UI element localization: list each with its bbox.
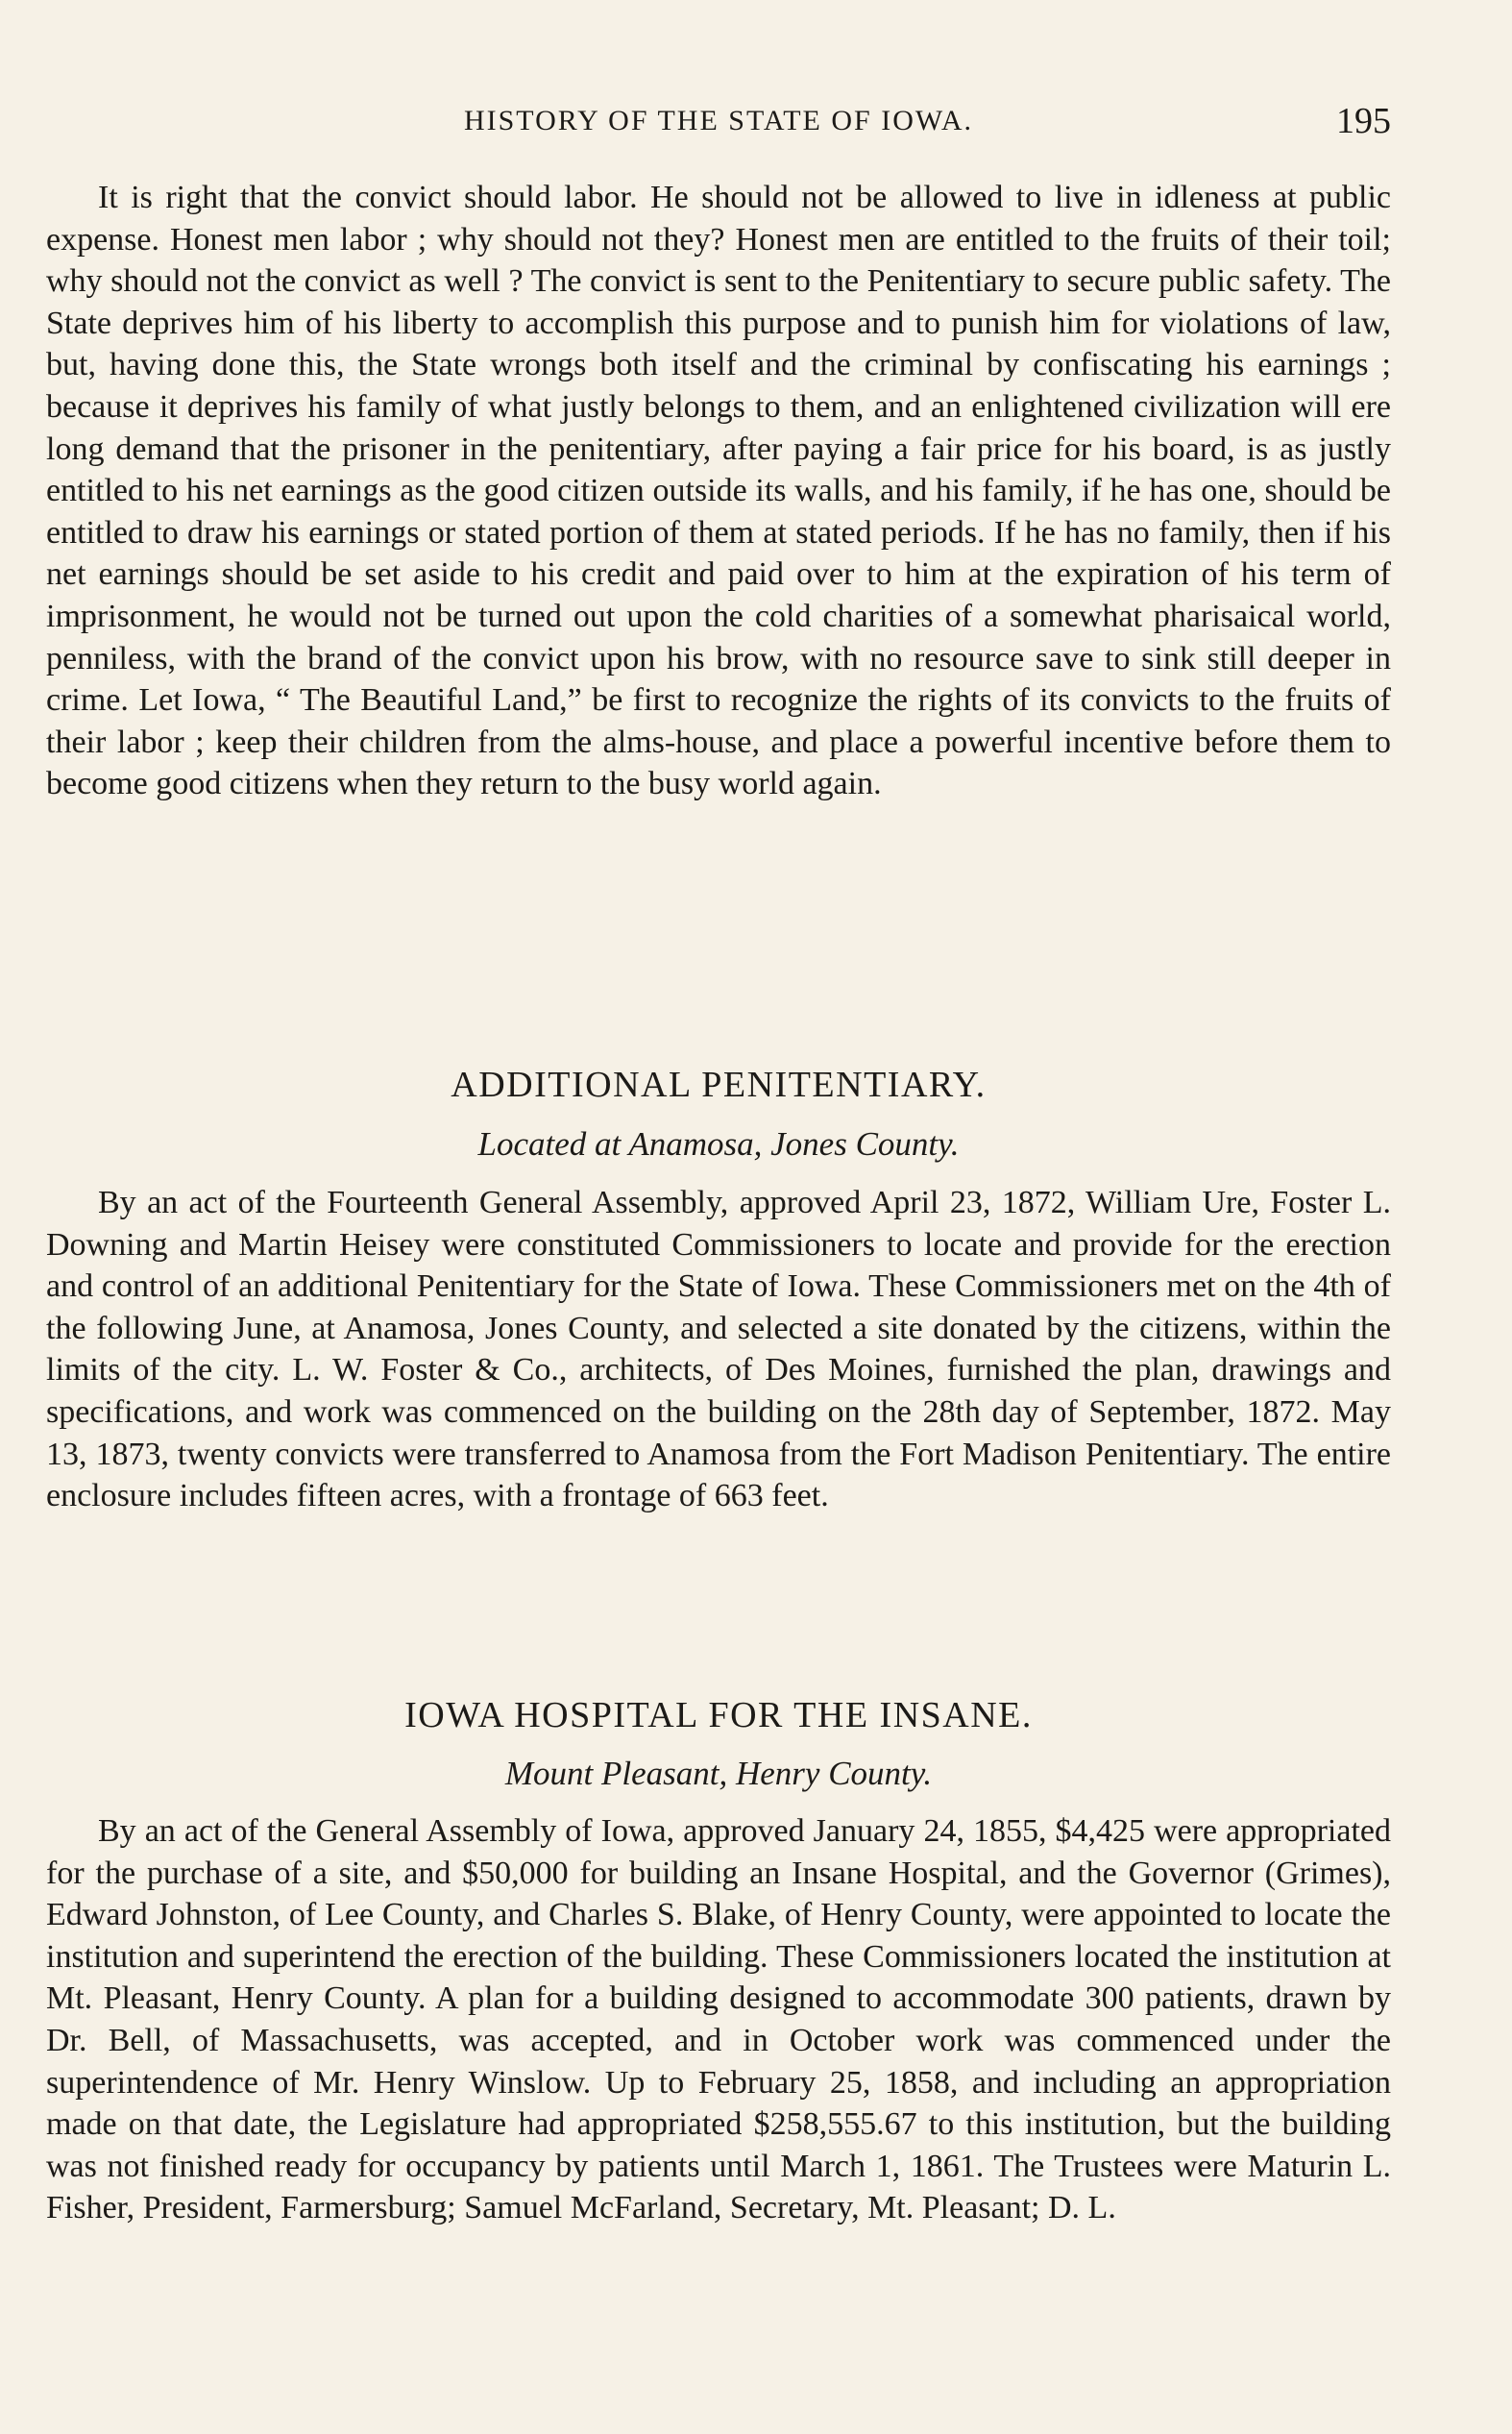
section-subheading-mount-pleasant: Mount Pleasant, Henry County. (504, 1755, 933, 1792)
running-title: HISTORY OF THE STATE OF IOWA. (463, 105, 974, 136)
section-heading-hospital-for-insane: IOWA HOSPITAL FOR THE INSANE. (404, 1695, 1033, 1735)
page-number: 195 (1336, 101, 1391, 141)
section-heading-additional-penitentiary: ADDITIONAL PENITENTIARY. (451, 1065, 987, 1105)
paragraph-convict-labor: It is right that the convict should labor. He should not be allowed to live in idleness at public expense. Honest men labor ; why should not they? Honest men are entitled to the fruits of their toil; why should not the convict as well ? The convict is sent to the Penitentiary to secure public safety. The State deprives him of his liberty to accomplish this purpose and to punish him for violations of law, but, having done this, the State wrongs both itself and the criminal by confiscating his earnings ; because it deprives his family of what justly belongs to them, and an enlightened civilization will ere long demand that the prisoner in the penitentiary, after paying a fair price for his board, is as justly entitled to his net earnings as the good citizen outside its walls, and his family, if he has one, should be entitled to draw his earnings or stated portion of them at stated periods. If he has no family, then if his net earnings should be set aside to his credit and paid over to him at the expiration of his term of imprisonment, he would not be turned out upon the cold charities of a somewhat pharisaical world, penniless, with the brand of the convict upon his brow, with no resource save to sink still deeper in crime. Let Iowa, “ The Beautiful Land,” be first to recognize the rights of its convicts to the fruits of their labor ; keep their children from the alms-house, and place a powerful incentive before them to become good citizens when they return to the busy world again. (46, 180, 1391, 802)
running-head (46, 94, 1391, 148)
paragraph-hospital-for-insane: By an act of the General Assembly of Iowa, approved January 24, 1855, $4,425 were appropriated for the purchase of a site, and $50,000 for building an Insane Hospital, and the Governor (Grimes), Edward Johnston, of Lee County, and Charles S. Blake, of Henry County, were appointed to locate the institution and superintend the erection of the building. These Commissioners located the institution at Mt. Pleasant, Henry County. A plan for a building designed to accommodate 300 patients, drawn by Dr. Bell, of Massachusetts, was accepted, and in October work was commenced under the superintendence of Mr. Henry Winslow. Up to February 25, 1858, and including an appropriation made on that date, the Legislature had appropriated $258,555.67 to this institution, but the building was not finished ready for occupancy by patients until March 1, 1861. The Trustees were Maturin L. Fisher, President, Farmersburg; Samuel McFarland, Secretary, Mt. Pleasant; D. L. (46, 1813, 1391, 2226)
paragraph-additional-penitentiary: By an act of the Fourteenth General Assembly, approved April 23, 1872, William Ure, Foster L. Downing and Martin Heisey were constituted Commissioners to locate and provide for the erection and control of an additional Penitentiary for the State of Iowa. These Commissioners met on the 4th of the following June, at Anamosa, Jones County, and selected a site donated by the citizens, within the limits of the city. L. W. Foster & Co., architects, of Des Moines, furnished the plan, drawings and specifications, and work was commenced on the building on the 28th day of September, 1872. May 13, 1873, twenty convicts were transferred to Anamosa from the Fort Madison Penitentiary. The entire enclosure includes fifteen acres, with a frontage of 663 feet. (46, 1185, 1391, 1514)
section-subheading-anamosa: Located at Anamosa, Jones County. (477, 1125, 960, 1163)
